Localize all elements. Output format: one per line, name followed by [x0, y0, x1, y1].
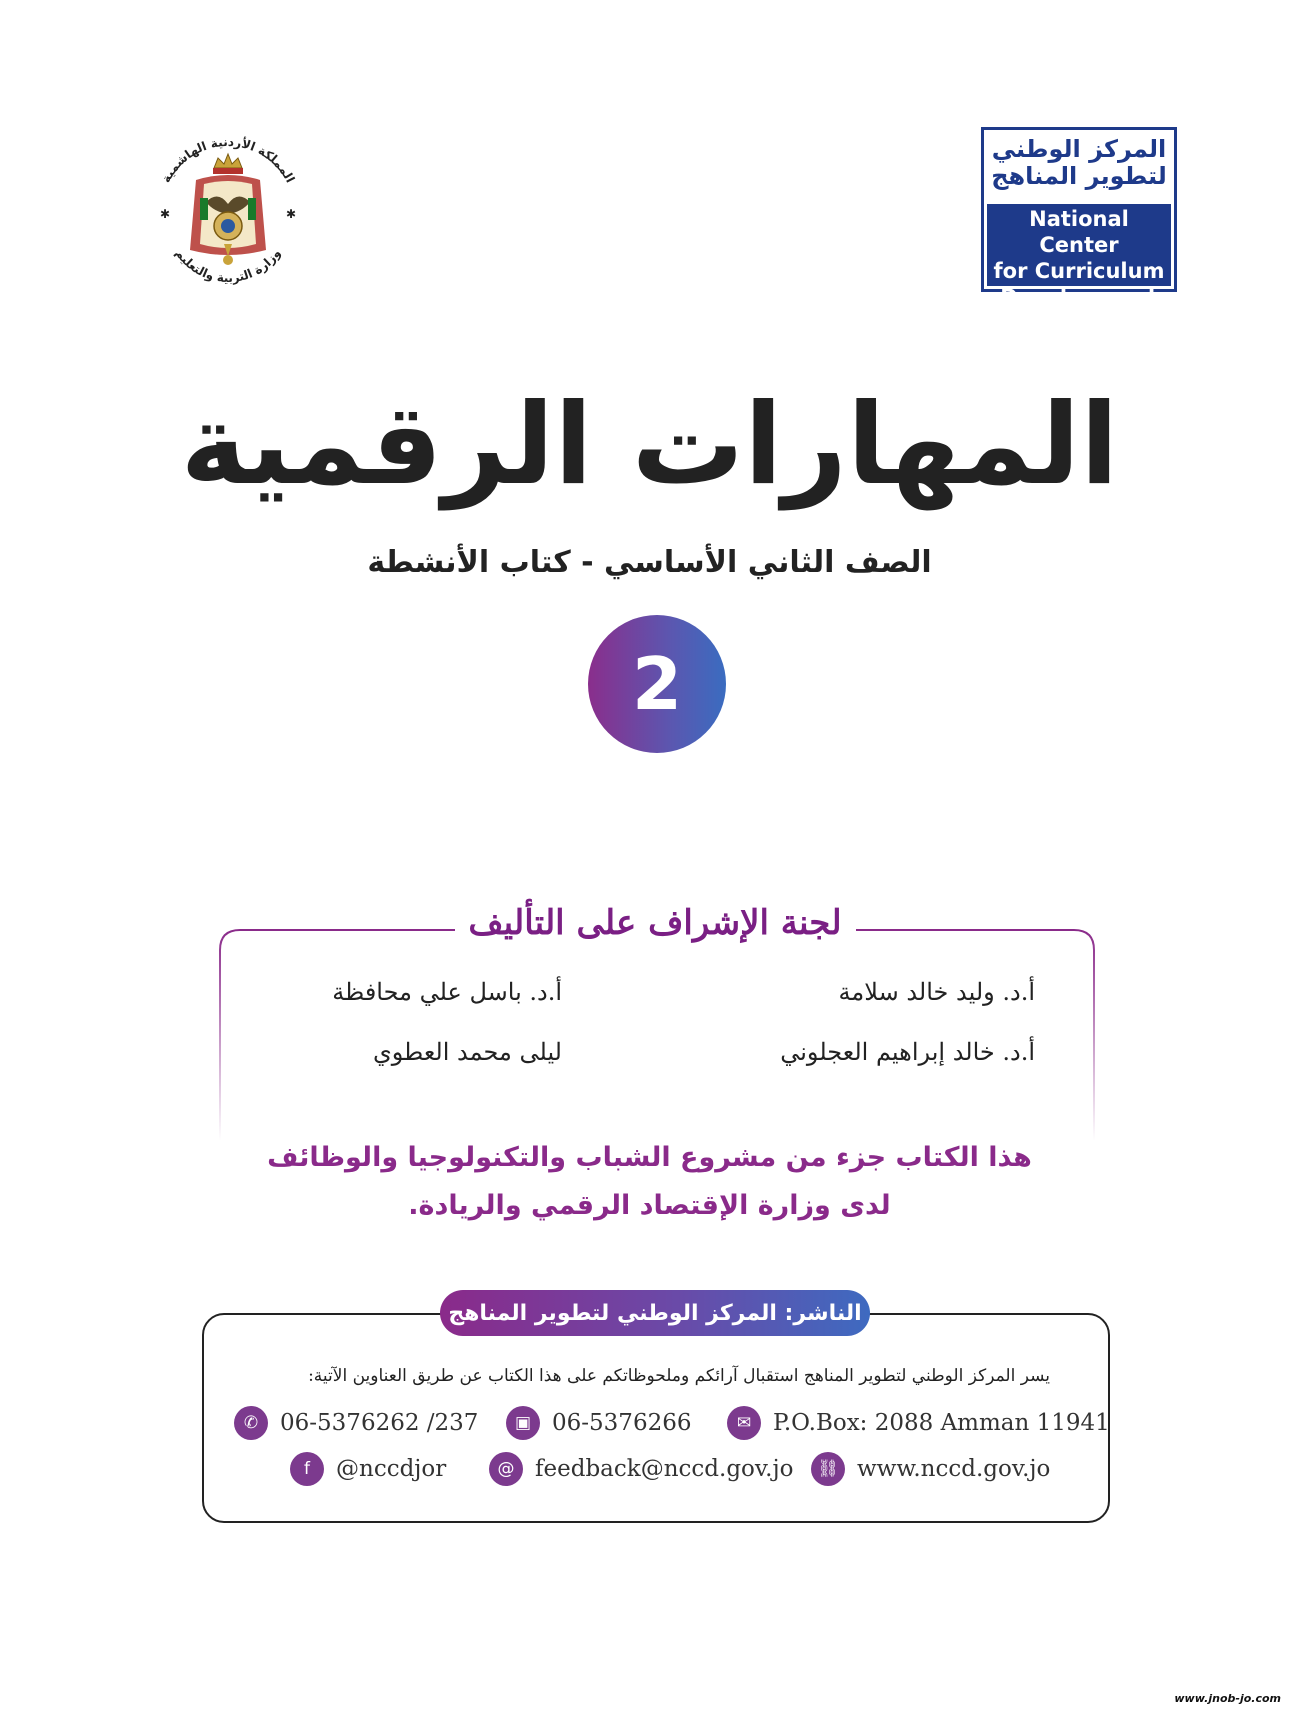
phone-contact [234, 1406, 478, 1440]
nccd-logo-english-line1: National Center [1029, 207, 1129, 257]
committee-member: ليلى محمد العطوي [372, 1038, 562, 1066]
committee-title: لجنة الإشراف على التأليف [460, 903, 850, 943]
footer-url[interactable]: www.jnob-jo.com [1174, 1692, 1281, 1705]
nccd-logo-english [987, 204, 1171, 309]
fax-contact [506, 1406, 691, 1440]
committee-member: أ.د. خالد إبراهيم العجلوني [780, 1038, 1035, 1066]
facebook-icon: f [290, 1452, 324, 1486]
publisher-intro: يسر المركز الوطني لتطوير المناهج استقبال آرائكم وملحوظاتكم على هذا الكتاب عن طريق العناوين الآتية: [308, 1366, 1050, 1386]
ministry-emblem [148, 132, 308, 292]
email-contact[interactable] [489, 1452, 793, 1486]
pobox-text: P.O.Box: 2088 Amman 11941 [773, 1410, 1110, 1436]
book-title: المهارات الرقمية [180, 380, 1119, 510]
svg-text:المملكة الأردنية الهاشمية: المملكة الأردنية الهاشمية [158, 134, 298, 185]
phone-number: 06-5376262 /237 [280, 1410, 479, 1436]
link-icon: ⛓ [811, 1452, 845, 1486]
book-subtitle: الصف الثاني الأساسي - كتاب الأنشطة [367, 545, 932, 580]
phone-icon: ✆ [234, 1406, 268, 1440]
publisher-label: الناشر: المركز الوطني لتطوير المناهج [440, 1290, 870, 1336]
committee-frame [218, 928, 1096, 1143]
nccd-logo [981, 127, 1177, 309]
mail-icon: ✉ [727, 1406, 761, 1440]
facebook-handle[interactable]: @nccdjor [336, 1456, 447, 1482]
fax-icon: ▣ [506, 1406, 540, 1440]
svg-text:وزارة التربية والتعليم: وزارة التربية والتعليم [172, 246, 284, 286]
website-contact[interactable] [811, 1452, 1050, 1486]
fax-number: 06-5376266 [552, 1410, 692, 1436]
pobox-contact [727, 1406, 1110, 1440]
svg-text:✱: ✱ [286, 207, 297, 221]
project-note-line1: هذا الكتاب جزء من مشروع الشباب والتكنولوجيا والوظائف [267, 1142, 1032, 1173]
email-address[interactable]: feedback@nccd.gov.jo [535, 1456, 794, 1482]
committee-member: أ.د. وليد خالد سلامة [838, 978, 1035, 1006]
website-url[interactable]: www.nccd.gov.jo [857, 1456, 1051, 1482]
nccd-logo-arabic-line1: المركز الوطني [991, 135, 1167, 163]
nccd-logo-english-line3: Development [1000, 285, 1158, 309]
nccd-logo-arabic [984, 130, 1174, 196]
project-note [200, 1134, 1099, 1230]
project-note-line2: لدى وزارة الإقتصاد الرقمي والريادة. [408, 1190, 891, 1221]
grade-badge: 2 [588, 615, 726, 753]
facebook-contact[interactable] [290, 1452, 446, 1486]
svg-text:✱: ✱ [160, 207, 171, 221]
committee-member: أ.د. باسل علي محافظة [332, 978, 562, 1006]
nccd-logo-arabic-line2: لتطوير المناهج [991, 162, 1167, 190]
at-icon: @ [489, 1452, 523, 1486]
nccd-logo-english-line2: for Curriculum [993, 259, 1165, 283]
